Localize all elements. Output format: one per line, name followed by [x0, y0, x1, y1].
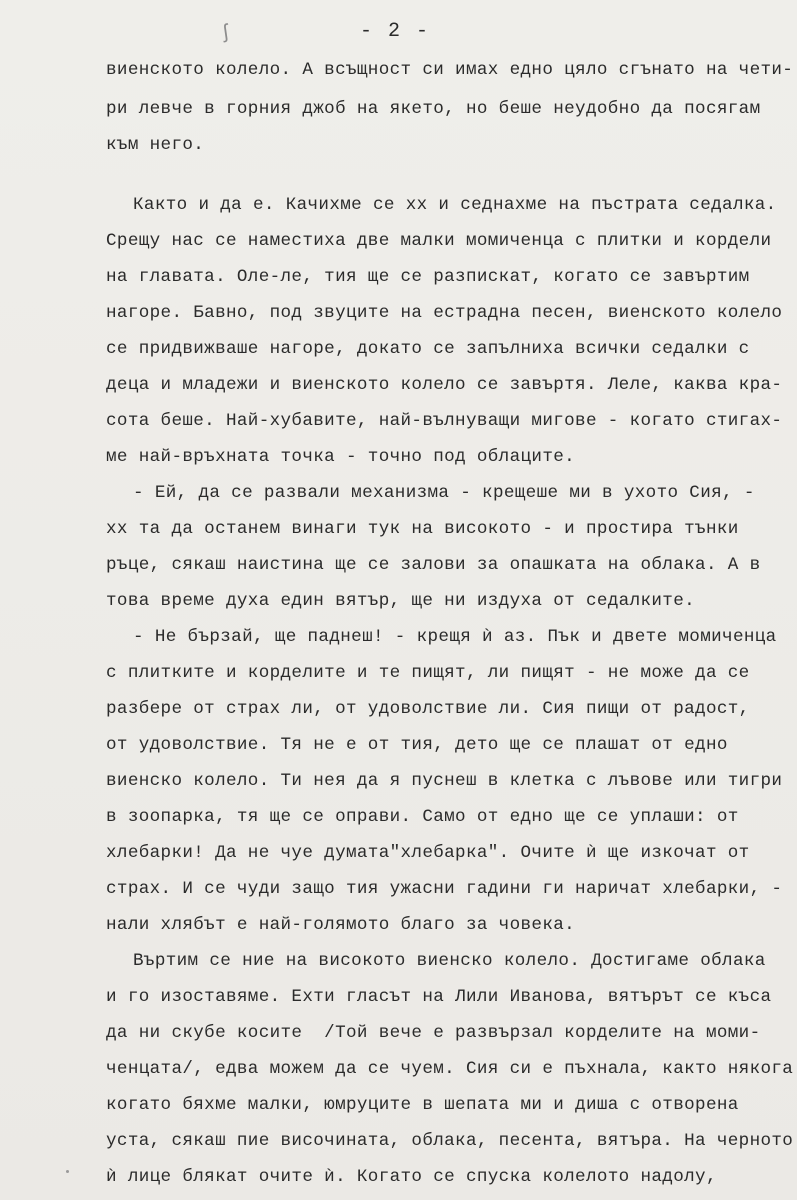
text-line: ръце, сякаш наистина ще се залови за опашката на облака. А в [106, 555, 761, 575]
text-line: нали хлябът е най-голямото благо за човека. [106, 915, 576, 935]
text-line: ри левче в горния джоб на якето, но беше неудобно да посягам [106, 99, 761, 119]
text-line: когато бяхме малки, юмруците в шепата ми и диша с отворена [106, 1095, 739, 1115]
text-line: на главата. Оле-ле, тия ще се разпискат, когато се завъртим [106, 267, 750, 287]
text-line: се придвижваше нагоре, докато се запълниха всички седалки с [106, 339, 750, 359]
text-line: Въртим се ние на високото виенско колело. Достигаме облака [133, 951, 766, 971]
text-line: виенско колело. Ти нея да я пуснеш в клетка с лъвове или тигри [106, 771, 783, 791]
text-line: деца и младежи и виенското колело се завъртя. Леле, каква кра- [106, 375, 783, 395]
text-line: - Не бързай, ще паднеш! - крещя ѝ аз. Пък и двете момиченца [133, 627, 777, 647]
text-line: от удоволствие. Тя не е от тия, дето ще се плашат от едно [106, 735, 728, 755]
text-line: хх та да останем винаги тук на високото - и простира тънки [106, 519, 739, 539]
text-line: ме най-връхната точка - точно под облаците. [106, 447, 576, 467]
text-line: - Ей, да се развали механизма - крещеше ми в ухото Сия, - [133, 483, 755, 503]
text-line: страх. И се чуди защо тия ужасни гадини ги наричат хлебарки, - [106, 879, 783, 899]
margin-pencil-mark: ʃ [218, 21, 234, 46]
text-line: Както и да е. Качихме се хх и седнахме на пъстрата седалка. [133, 195, 777, 215]
text-line: и го изоставяме. Ехти гласът на Лили Иванова, вятърът се къса [106, 987, 772, 1007]
page-number: - 2 - [360, 20, 431, 43]
text-line: към него. [106, 135, 205, 155]
text-line: уста, сякаш пие височината, облака, песента, вятъра. На черното [106, 1131, 794, 1151]
text-line: сота беше. Най-хубавите, най-вълнуващи мигове - когато стигах- [106, 411, 783, 431]
text-line: с плитките и корделите и те пищят, ли пищят - не може да се [106, 663, 750, 683]
text-line: нагоре. Бавно, под звуците на естрадна песен, виенското колело [106, 303, 783, 323]
text-line: разбере от страх ли, от удоволствие ли. Сия пищи от радост, [106, 699, 750, 719]
text-line: Срещу нас се наместиха две малки момиченца с плитки и кордели [106, 231, 772, 251]
text-line: това време духа един вятър, ще ни издуха от седалките. [106, 591, 696, 611]
text-line: да ни скубе косите /Той вече е развързал корделите на моми- [106, 1023, 761, 1043]
text-line: виенското колело. А всъщност си имах едно цяло сгънато на чети- [106, 60, 794, 80]
text-line: хлебарки! Да не чуе думата"хлебарка". Очите ѝ ще изкочат от [106, 843, 750, 863]
text-line: ѝ лице блякат очите ѝ. Когато се спуска колелото надолу, [106, 1167, 717, 1187]
text-line: в зоопарка, тя ще се оправи. Само от едно ще се уплаши: от [106, 807, 739, 827]
paper-speck [66, 1170, 69, 1173]
text-line: ченцата/, едва можем да се чуем. Сия си е пъхнала, както някога [106, 1059, 794, 1079]
